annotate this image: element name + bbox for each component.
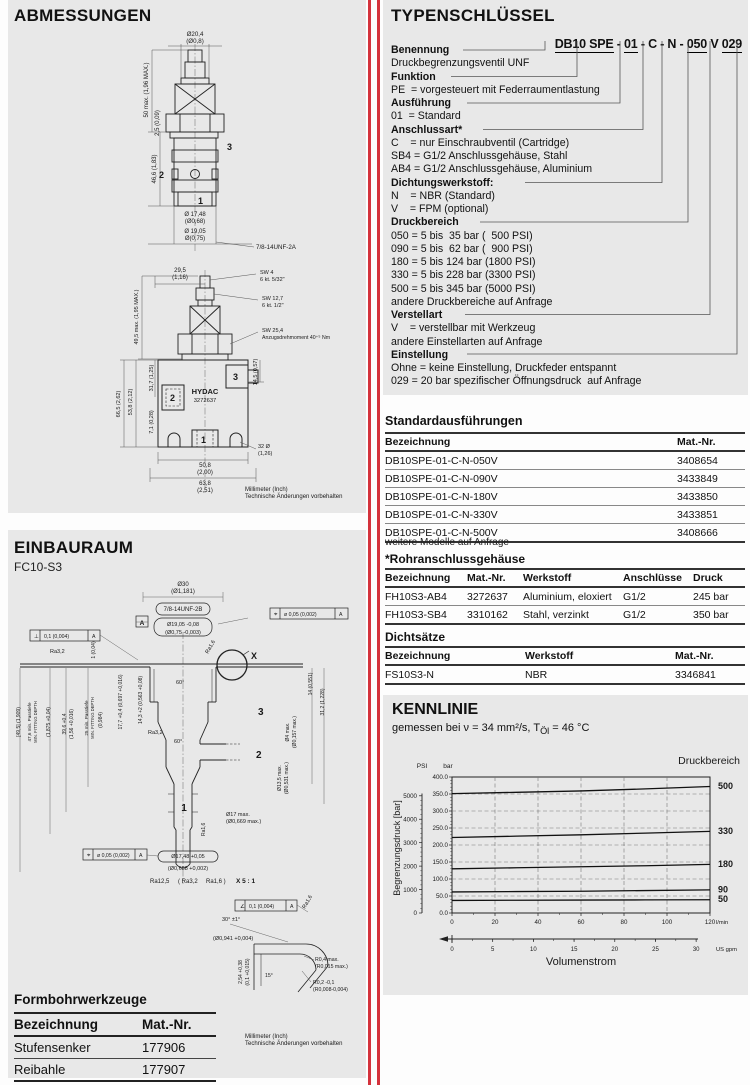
cell: 3433849 [677, 470, 745, 488]
gpm-axis-arrow [439, 936, 448, 942]
dimension-label: A [290, 904, 294, 910]
dimension-label: Anzugsdrehmoment 40⁺⁵ Nm [262, 335, 331, 341]
cell: G1/2 [623, 606, 693, 625]
formbohrwerkzeuge-table [14, 1012, 216, 1082]
dimension-label: 63,8 [199, 481, 211, 487]
dicht-title: Dichtsätze [385, 630, 446, 644]
legend-text: 500 = 5 bis 345 bar (5000 PSI) [391, 282, 536, 295]
table-header-row [385, 647, 745, 665]
table-row [385, 451, 745, 470]
dimension-label: [49,5] (1,909) [16, 707, 22, 737]
cell: DB10SPE-01-C-N-330V [385, 506, 677, 524]
formbohrwerkzeuge-title: Formbohrwerkzeuge [14, 992, 147, 1007]
dimension-label: A [92, 634, 96, 640]
cell: 3408666 [677, 524, 745, 543]
dimension-label: 50,8 [199, 463, 211, 469]
col-header: Bezeichnung [385, 647, 525, 665]
bar-tick-label: 150.0 [432, 859, 448, 867]
dimension-label: Ø(0,75) [184, 236, 206, 242]
dimension-label: Ø4 max. [285, 722, 291, 742]
code-part: C [648, 37, 657, 51]
dimension-label: (Ø1,181) [171, 589, 195, 595]
dimension-label: 17,7 +0,4 (0,697 +0,016) [118, 674, 124, 730]
psi-tick-label: 3000 [403, 839, 417, 847]
table-row [385, 488, 745, 506]
housing-block-drawing [8, 262, 366, 507]
typenschluessel-legend [391, 44, 743, 389]
bar-tick-label: 100.0 [432, 876, 448, 884]
cell: Stahl, verzinkt [523, 606, 623, 625]
legend-text: andere Einstellarten auf Anfrage [391, 335, 543, 348]
legend-text: AB4 = G1/2 Anschlussgehäuse, Aluminium [391, 163, 593, 176]
separator-line-right [377, 0, 380, 1085]
dimension-label: 53,8 (2,12) [128, 388, 134, 416]
dimension-label: (Ø0,669 max.) [226, 819, 262, 825]
y-axis-title: Begrenzungsdruck [bar] [392, 800, 402, 896]
psi-unit-label: PSI [416, 763, 428, 770]
dimension-label: A [139, 853, 143, 859]
dimension-label: 14,3 +2 (0,563 +0,08) [138, 675, 144, 725]
dimension-label: 3 [233, 372, 239, 382]
kennlinie-title: KENNLINIE [392, 701, 479, 718]
code-part: 029 [721, 37, 742, 51]
dimension-label: ∠ [240, 904, 245, 910]
cell: 3272637 [467, 587, 523, 606]
dimension-label: R0,4 max. [315, 957, 339, 963]
table-row [385, 606, 745, 625]
dimension-label: (0,1 +0,015) [245, 958, 251, 986]
dimension-label: (R0,008-0,004) [313, 987, 348, 993]
dimension-label: 0,1 (0,004) [44, 634, 70, 640]
legend-text: 180 = 5 bis 124 bar (1800 PSI) [391, 256, 536, 268]
dimension-label: Ø 17,48 [184, 212, 206, 218]
lmin-unit-label: l/min [716, 920, 729, 926]
dimension-label: Ra12,5 [150, 879, 170, 885]
col-header: Bezeichnung [385, 569, 467, 587]
legend-label: Benennung [391, 44, 450, 56]
dimension-label: Ø17 max. [226, 812, 250, 818]
bar-tick-label: 250.0 [432, 825, 448, 833]
cell: FS10S3-N [385, 665, 525, 684]
bar-tick-label: 0.0 [439, 910, 448, 918]
dimension-label: 0,1 (0,004) [249, 904, 275, 910]
cell: 3433851 [677, 506, 745, 524]
series-label: 180 [718, 858, 734, 869]
dimension-label: Ra1,6 [201, 822, 207, 836]
gpm-tick-label: 10 [530, 947, 537, 953]
code-sep: - [656, 37, 668, 51]
gpm-tick-label: 15 [570, 947, 578, 953]
dimension-label: 31,7 (1,25) [149, 364, 155, 392]
typenschluessel-section [383, 0, 748, 395]
dimension-label: ø 0,05 (0,002) [97, 853, 130, 859]
subtitle-text: gemessen bei ν = 34 mm²/s, T [392, 722, 541, 734]
series-label: 90 [718, 884, 729, 895]
dimension-label: (1,875 +0,04) [46, 707, 52, 737]
psi-tick-label: 4000 [403, 816, 417, 824]
col-header: Werkstoff [525, 647, 675, 665]
col-header: Mat.-Nr. [142, 1013, 216, 1036]
dimension-label: ⌖ [274, 612, 278, 618]
legend-text: V = FPM (optional) [391, 203, 489, 215]
legend-label: Einstellung [391, 348, 449, 361]
x-axis-title: Volumenstrom [545, 956, 617, 968]
cavity-drawing [8, 572, 366, 1052]
dimension-label: 60° [174, 739, 183, 745]
legend-text: PE = vorgesteuert mit Federraumentlastung [391, 83, 600, 96]
dimension-label: 1 [181, 803, 187, 814]
dimension-label: 3 [258, 707, 264, 718]
dimension-label: 1 [201, 435, 207, 445]
dimension-label: ( Ra3,2 [178, 879, 198, 885]
lmin-tick-label: 120 [704, 919, 716, 926]
dimension-label: (2,51) [197, 488, 213, 494]
cell: 177906 [142, 1036, 216, 1059]
dimension-label: 6 kt. 5/32" [260, 277, 285, 283]
bar-tick-label: 50.0 [435, 893, 448, 901]
dimension-label: ⊥ [34, 634, 39, 640]
standard-title: Standardausführungen [385, 414, 523, 428]
dimension-label: Ra1,6 [204, 639, 218, 655]
psi-tick-label: 2000 [403, 863, 417, 871]
cell: 3346841 [675, 665, 745, 684]
table-row [14, 1059, 216, 1082]
table-header-row [385, 433, 745, 451]
dimension-label: Ø19,05 -0,08 [166, 622, 200, 628]
bar-unit-label: bar [443, 763, 453, 770]
standard-table [385, 432, 745, 543]
dimension-label: (Ø0,68) [184, 219, 206, 225]
table-row [385, 587, 745, 606]
dimension-label: 3 [227, 142, 233, 152]
lmin-tick-label: 40 [534, 919, 542, 926]
code-part: N [667, 37, 677, 51]
cell: Aluminium, eloxiert [523, 587, 623, 606]
psi-tick-label: 1000 [403, 886, 417, 894]
legend-text: Ohne = keine Einstellung, Druckfeder entspannt [391, 362, 617, 374]
col-header: Mat.-Nr. [467, 569, 523, 587]
series-curve-50 [452, 900, 710, 901]
dimension-label: SW 25,4 [262, 328, 284, 334]
dimension-label: Ra3,2 [50, 649, 65, 655]
lmin-tick-label: 20 [491, 919, 499, 926]
cell: DB10SPE-01-C-N-500V [385, 524, 677, 543]
dimension-label: 2 [159, 170, 165, 180]
dimension-label: 1 (0,04) [91, 641, 97, 659]
legend-text: 090 = 5 bis 62 bar ( 900 PSI) [391, 242, 533, 255]
dimension-label: Technische Änderungen vorbehalten [245, 1041, 343, 1047]
psi-tick-label: 0 [413, 910, 417, 918]
code-sep: - [613, 37, 625, 51]
dimension-label: Ø13,5 max. [277, 765, 283, 791]
dimension-label: Ra3,2 [148, 730, 163, 736]
dimension-label: (1,56 +0,016) [69, 709, 75, 739]
bar-tick-label: 350.0 [432, 791, 448, 799]
code-part: V [710, 37, 719, 51]
legend-label: Druckbereich [391, 216, 459, 229]
einbauraum-title: EINBAURAUM [14, 538, 134, 557]
abmessungen-title: ABMESSUNGEN [14, 6, 152, 25]
dimension-label: MIN. FITTING DEPTH [33, 701, 38, 743]
lmin-tick-label: 80 [620, 919, 628, 926]
bar-tick-label: 400.0 [432, 774, 448, 782]
dimension-label: 60° [176, 680, 185, 686]
dimension-label: Technische Änderungen vorbehalten [245, 494, 343, 500]
dimension-label: SW 12,7 [262, 296, 284, 302]
dimension-label: A [139, 620, 145, 627]
dimension-label: 39,6 +0,4 [62, 713, 68, 735]
code-part: 050 [686, 37, 708, 51]
dimension-label: (Ø0,688 +0,002) [167, 866, 209, 872]
dimension-label: ⌖ [87, 853, 91, 859]
rohr-table [385, 568, 745, 625]
dimension-label: 66,5 (2,62) [116, 390, 122, 418]
bar-tick-label: 200.0 [432, 842, 448, 850]
standard-footnote: weitere Modelle auf Anfrage [385, 537, 509, 548]
cell: 3433850 [677, 488, 745, 506]
lmin-tick-label: 100 [661, 919, 673, 926]
bar-tick-label: 300.0 [432, 808, 448, 816]
dimension-label: 3272637 [193, 398, 217, 404]
cell: 3310162 [467, 606, 523, 625]
cell: G1/2 [623, 587, 693, 606]
dimension-label: 47,6 min. Passtiefe [27, 702, 32, 742]
table-header-row [385, 569, 745, 587]
dimension-label: (Ø0,941 +0,004) [213, 936, 254, 942]
cell: NBR [525, 665, 675, 684]
dimension-label: Ø17,48 +0,05 [171, 854, 205, 860]
dimension-label: ø 0,05 (0,002) [284, 612, 317, 618]
cell: 177907 [142, 1059, 216, 1082]
cell: FH10S3-AB4 [385, 587, 467, 606]
dicht-table [385, 646, 745, 685]
gpm-tick-label: 30 [692, 947, 700, 953]
gpm-unit-label: US gpm [716, 947, 737, 953]
pressure-flow-chart [388, 753, 746, 971]
cell: DB10SPE-01-C-N-050V [385, 451, 677, 470]
lmin-tick-label: 0 [450, 919, 454, 926]
code-sep: - [637, 37, 649, 51]
table-row [385, 506, 745, 524]
dimension-label: (R0,015 max.) [315, 964, 348, 970]
dimension-label: 2 [170, 393, 176, 403]
dimension-label: 7/8-14UNF-2A [256, 244, 296, 251]
cartridge-valve-drawing [8, 28, 366, 256]
col-header: Bezeichnung [385, 433, 677, 451]
dimension-label: 30° ±1° [222, 917, 241, 923]
dimension-label: Ra1,6 [301, 894, 315, 910]
cell: DB10SPE-01-C-N-180V [385, 488, 677, 506]
dimension-label: 2,5 (0,09) [155, 110, 161, 136]
legend-text: Druckbegrenzungsventil UNF [391, 57, 530, 70]
dimension-label: (1,26) [258, 451, 273, 457]
dimension-label: Millimeter (Inch) [245, 487, 288, 493]
series-label: 500 [718, 781, 734, 792]
dimension-label: SW 4 [260, 270, 274, 276]
dimension-label: Ø30 [177, 582, 189, 588]
dimension-label: (Ø0,157 max.) [292, 716, 298, 748]
gpm-tick-label: 0 [450, 947, 454, 953]
dimension-label: (Ø0,8) [186, 38, 204, 45]
gpm-tick-label: 20 [611, 947, 619, 953]
gpm-tick-label: 5 [491, 947, 495, 953]
code-sep: - [676, 37, 687, 51]
gpm-tick-label: 25 [652, 947, 659, 953]
dimension-label: MIN. FITTING DEPTH [90, 697, 95, 739]
einbauraum-subtitle: FC10-S3 [14, 560, 63, 574]
code-part: DB10 SPE [554, 37, 614, 51]
legend-label: Dichtungswerkstoff: [391, 176, 494, 189]
dimension-label: 29,5 [174, 268, 186, 274]
dimension-label: 6 kt. 1/2" [262, 303, 284, 309]
dimension-label: 2 [256, 750, 262, 761]
cell: 245 bar [693, 587, 745, 606]
legend-text: 330 = 5 bis 228 bar (3300 PSI) [391, 269, 536, 282]
dimension-label: 15° [265, 973, 273, 979]
dimension-label: 14 (0,551) [308, 672, 314, 696]
dimension-label: 7/8-14UNF-2B [163, 607, 203, 613]
dimension-label: (1,16) [172, 275, 188, 281]
dimension-label: A [339, 612, 343, 618]
dimension-label: (Ø0,531 max.) [284, 762, 290, 794]
legend-text: 050 = 5 bis 35 bar ( 500 PSI) [391, 229, 533, 242]
series-label: 50 [718, 894, 729, 905]
col-header: Werkstoff [523, 569, 623, 587]
legend-label: Verstellart [391, 309, 443, 321]
dimension-lines [120, 274, 264, 482]
dimension-label: Ø 19,05 [184, 229, 206, 235]
dimension-label: (2,00) [197, 470, 213, 476]
dimension-label: X 5 : 1 [236, 878, 256, 885]
col-header: Bezeichnung [14, 1013, 142, 1036]
legend-text: SB4 = G1/2 Anschlussgehäuse, Stahl [391, 150, 568, 162]
dimension-label: 49,5 max. (1,95 MAX.) [134, 289, 140, 345]
dimension-label: 31,2 (1,228) [320, 688, 326, 716]
cell: FH10S3-SB4 [385, 606, 467, 625]
table-row [14, 1036, 216, 1059]
series-label: 330 [718, 825, 734, 836]
kennlinie-subtitle [392, 722, 589, 736]
dimension-label: 25 min. Passtiefe [84, 700, 89, 736]
rohr-title: *Rohranschlussgehäuse [385, 552, 526, 566]
legend-label: Funktion [391, 70, 436, 83]
legend-text: C = nur Einschraubventil (Cartridge) [391, 136, 570, 149]
subtitle-text: = 46 °C [549, 722, 590, 734]
dimension-label: X [251, 651, 258, 661]
legend-text: V = verstellbar mit Werkzeug [391, 322, 536, 335]
psi-tick-label: 5000 [403, 792, 417, 800]
dimension-label: 14,5 (0,57) [253, 358, 259, 386]
cell: DB10SPE-01-C-N-090V [385, 470, 677, 488]
col-header: Mat.-Nr. [677, 433, 745, 451]
code-part: 01 [624, 37, 638, 51]
chart-legend-title: Druckbereich [678, 755, 740, 767]
dimension-label: Ø20,4 [186, 31, 204, 38]
cell: Stufensenker [14, 1036, 142, 1059]
table-row [385, 470, 745, 488]
dimension-label: Millimeter (Inch) [245, 1034, 288, 1040]
dimension-label: Ra1,6 ) [206, 879, 226, 885]
subtitle-subscript: Öl [540, 726, 550, 737]
dimension-label: 32 Ø [258, 444, 270, 450]
dimension-label: HYDAC [191, 387, 219, 396]
lmin-tick-label: 60 [577, 919, 585, 926]
dimension-label: 46,6 (1,83) [152, 154, 158, 184]
dimension-label: 2,54 +0,38 [238, 960, 244, 984]
legend-text: 01 = Standard [391, 110, 461, 123]
table-row [385, 665, 745, 684]
col-header: Mat.-Nr. [675, 647, 745, 665]
cell: 350 bar [693, 606, 745, 625]
dimension-label: 7,1 (0,28) [149, 410, 155, 434]
legend-label: Anschlussart* [391, 123, 463, 136]
dimension-label: (0,984) [98, 712, 104, 728]
legend-text: N = NBR (Standard) [391, 189, 495, 202]
legend-text: andere Druckbereiche auf Anfrage [391, 295, 553, 308]
legend-label: Ausführung [391, 97, 452, 109]
col-header: Druck [693, 569, 745, 587]
dimension-label: 50 max. (1,96 MAX.) [144, 62, 150, 118]
dimension-label: R0,2 -0,1 [313, 980, 335, 986]
cell: Reibahle [14, 1059, 142, 1082]
table-header-row [14, 1013, 216, 1036]
col-header: Anschlüsse [623, 569, 693, 587]
dimension-label: (Ø0,75 -0,003) [165, 630, 201, 636]
typenschluessel-title: TYPENSCHLÜSSEL [391, 6, 555, 25]
cell: 3408654 [677, 451, 745, 470]
legend-text: 029 = 20 bar spezifischer Öffnungsdruck auf Anfrage [391, 375, 642, 388]
separator-line-left [368, 0, 371, 1085]
dimension-label: 1 [198, 196, 204, 206]
